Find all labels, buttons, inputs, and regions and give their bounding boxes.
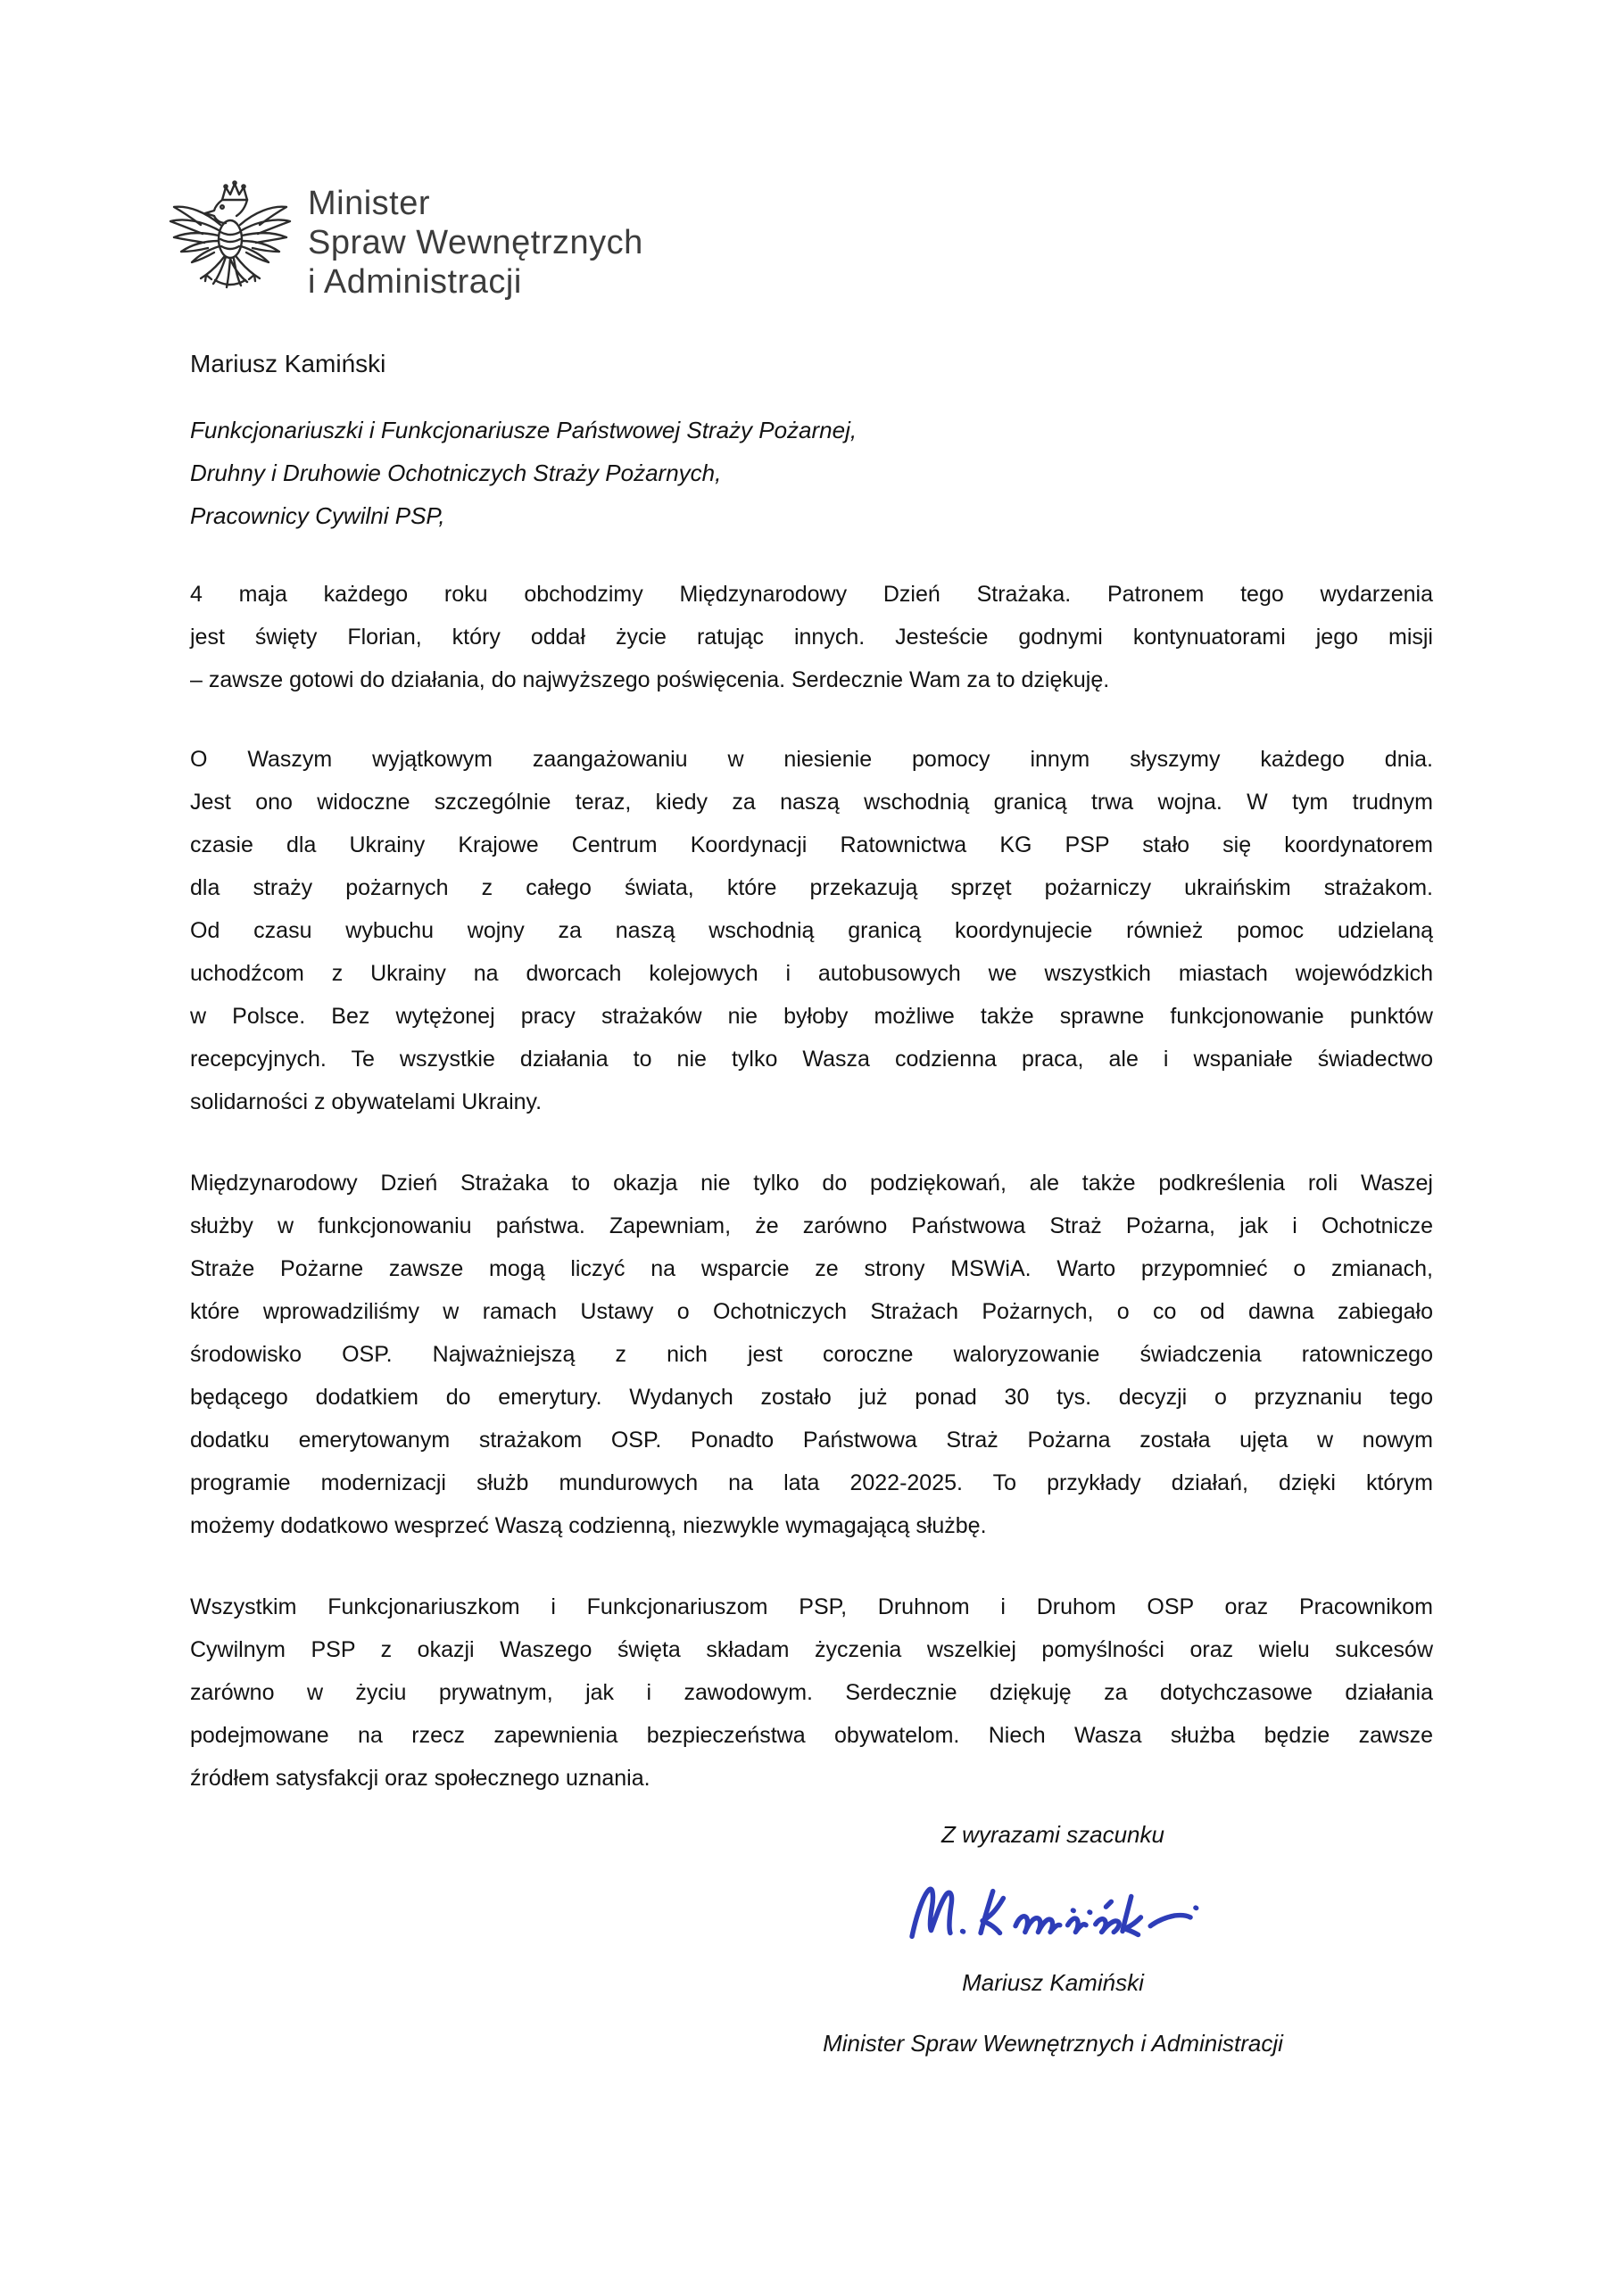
- paragraph-3: [190, 1162, 1433, 1547]
- author-name: Mariusz Kamiński: [190, 350, 386, 377]
- paragraph-line: jest święty Florian, który oddał życie ratując innych. Jesteście godnymi kontynuatorami jego misji: [190, 625, 1433, 650]
- polish-eagle-emblem: [163, 178, 297, 312]
- signature-area: [732, 1879, 1374, 1949]
- paragraph-line: Straże Pożarne zawsze mogą liczyć na wsparcie ze strony MSWiA. Warto przypomnieć o zmianach,: [190, 1256, 1433, 1281]
- ministry-wordmark-line-3: i Administracji: [308, 263, 522, 301]
- ministry-wordmark-line-1: Minister: [308, 185, 431, 222]
- paragraph-line: możemy dodatkowo wesprzeć Waszą codzienną, niezwykle wymagającą służbę.: [190, 1513, 987, 1538]
- paragraph-line: dodatku emerytowanym strażakom OSP. Ponadto Państwowa Straż Pożarna została ujęta w nowym: [190, 1428, 1433, 1453]
- paragraph-line: Cywilnym PSP z okazji Waszego święta składam życzenia wszelkiej pomyślności oraz wielu sukcesów: [190, 1637, 1433, 1662]
- paragraph-2: [190, 738, 1433, 1123]
- paragraph-line: Międzynarodowy Dzień Strażaka to okazja nie tylko do podziękowań, ale także podkreślenia roli Waszej: [190, 1171, 1433, 1196]
- salutation: [190, 409, 857, 537]
- paragraph-line: źródłem satysfakcji oraz społecznego uznania.: [190, 1766, 650, 1791]
- ministry-wordmark-line-2: Spraw Wewnętrznych: [308, 224, 643, 261]
- paragraph-1: [190, 573, 1433, 701]
- paragraph-line: programie modernizacji służb mundurowych na lata 2022-2025. To przykłady działań, dzięki którym: [190, 1470, 1433, 1495]
- paragraph-line: służby w funkcjonowaniu państwa. Zapewniam, że zarówno Państwowa Straż Pożarna, jak i Ochotnicze: [190, 1213, 1433, 1238]
- paragraph-line: O Waszym wyjątkowym zaangażowaniu w niesienie pomocy innym słyszymy każdego dnia.: [190, 747, 1433, 772]
- paragraph-line: będącego dodatkiem do emerytury. Wydanych zostało już ponad 30 tys. decyzji o przyznaniu tego: [190, 1385, 1433, 1410]
- ministry-wordmark: [308, 184, 643, 302]
- paragraph-line: podejmowane na rzecz zapewnienia bezpieczeństwa obywatelom. Niech Wasza służba będzie zawsze: [190, 1723, 1433, 1748]
- salutation-line: Pracownicy Cywilni PSP,: [190, 502, 445, 529]
- paragraph-line: środowisko OSP. Najważniejszą z nich jest coroczne waloryzowanie świadczenia ratowniczego: [190, 1342, 1433, 1367]
- paragraph-line: solidarności z obywatelami Ukrainy.: [190, 1089, 543, 1114]
- salutation-line: Druhny i Druhowie Ochotniczych Straży Pożarnych,: [190, 459, 722, 486]
- paragraph-line: uchodźcom z Ukrainy na dworcach kolejowych i autobusowych we wszystkich miastach wojewódzkich: [190, 961, 1433, 986]
- paragraph-line: Jest ono widoczne szczególnie teraz, kiedy za naszą wschodnią granicą trwa wojna. W tym trudnym: [190, 790, 1433, 815]
- paragraph-line: w Polsce. Bez wytężonej pracy strażaków nie byłoby możliwe także sprawne funkcjonowanie punktów: [190, 1004, 1433, 1029]
- paragraph-line: czasie dla Ukrainy Krajowe Centrum Koordynacji Ratownictwa KG PSP stało się koordynatorem: [190, 832, 1433, 857]
- paragraph-line: dla straży pożarnych z całego świata, które przekazują sprzęt pożarniczy ukraińskim strażakom.: [190, 875, 1433, 900]
- paragraph-line: – zawsze gotowi do działania, do najwyższego poświęcenia. Serdecznie Wam za to dziękuję.: [190, 667, 1110, 692]
- paragraph-line: recepcyjnych. Te wszystkie działania to nie tylko Wasza codzienna praca, ale i wspaniałe świadectwo: [190, 1047, 1433, 1072]
- salutation-line: Funkcjonariuszki i Funkcjonariusze Państwowej Straży Pożarnej,: [190, 417, 858, 443]
- signature-handwriting: [903, 1879, 1203, 1949]
- signer-title: Minister Spraw Wewnętrznych i Administracji: [823, 2030, 1283, 2057]
- paragraph-line: które wprowadziliśmy w ramach Ustawy o Ochotniczych Strażach Pożarnych, o co od dawna zabiegało: [190, 1299, 1433, 1324]
- closing-block: [732, 1813, 1374, 2065]
- signer-name: Mariusz Kamiński: [962, 1969, 1144, 1996]
- paragraph-4: [190, 1585, 1433, 1800]
- paragraph-line: Od czasu wybuchu wojny za naszą wschodnią granicą koordynujecie również pomoc udzielaną: [190, 918, 1433, 943]
- paragraph-line: 4 maja każdego roku obchodzimy Międzynarodowy Dzień Strażaka. Patronem tego wydarzenia: [190, 582, 1433, 607]
- paragraph-line: Wszystkim Funkcjonariuszkom i Funkcjonariuszom PSP, Druhnom i Druhom OSP oraz Pracownikom: [190, 1594, 1433, 1619]
- valediction: Z wyrazami szacunku: [941, 1821, 1164, 1848]
- paragraph-line: zarówno w życiu prywatnym, jak i zawodowym. Serdecznie dziękuję za dotychczasowe działania: [190, 1680, 1433, 1705]
